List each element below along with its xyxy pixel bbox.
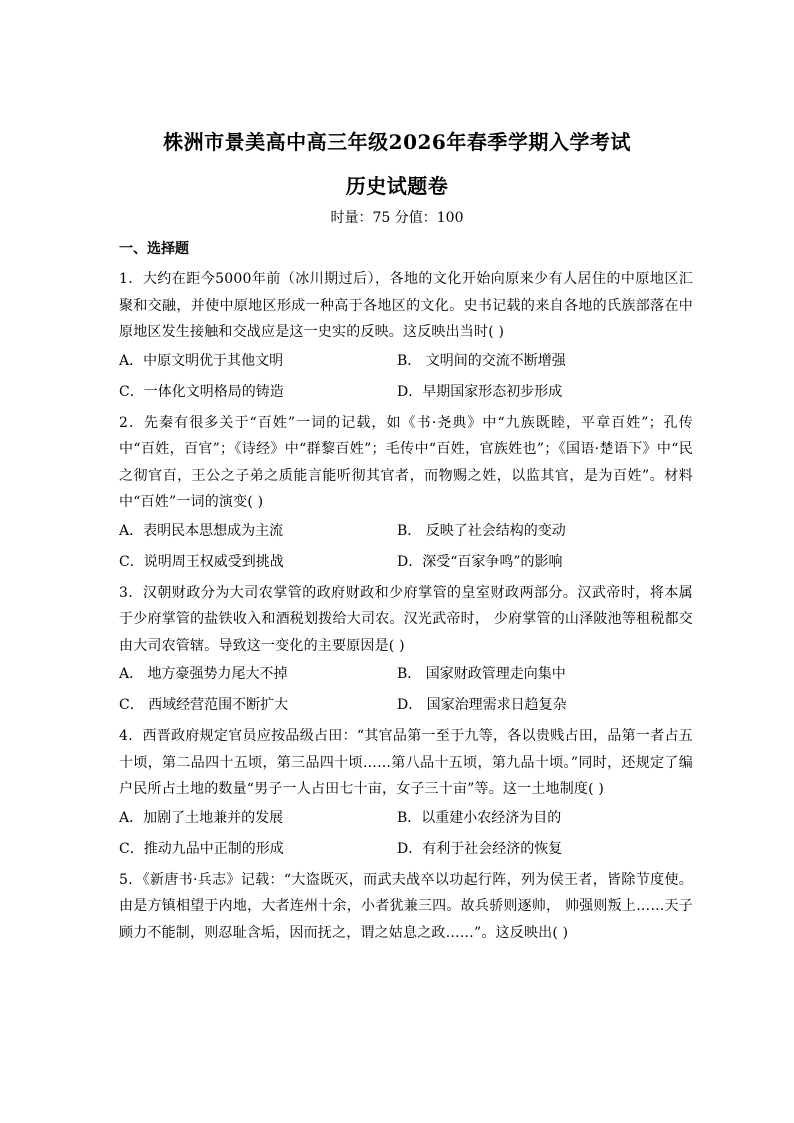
option-a: A．加剧了土地兼并的发展 [119,809,284,826]
exam-meta: 时量：75 分值：100 [330,210,464,226]
questions-list [119,266,693,946]
option-d: D． 国家治理需求日趋复杂 [397,697,567,713]
option-b: B． 文明间的交流不断增强 [397,352,566,369]
option-a: A．表明民本思想成为主流 [119,522,284,539]
option-b: B．以重建小农经济为目的 [397,809,562,826]
option-d: D．有利于社会经济的恢复 [397,840,563,857]
question-options [119,803,693,865]
question-item [119,410,693,578]
option-a: A．中原文明优于其他文明 [119,352,284,369]
question-options [119,659,693,721]
question-stem: 2．先秦有很多关于“百姓”一词的记载，如《书·尧典》中“九族既睦，平章百姓”；孔传中“百姓，百官”；《诗经》中“群黎百姓”；毛传中“百姓，官族姓也”；《国语·楚语下》中“民之彻官百，王公之子弟之质能言能听彻其官者，而物赐之姓，以监其官，是为百姓”。材料中“百姓”一词的演变( ) [119,414,693,510]
option-b: B． 反映了社会结构的变动 [397,522,566,539]
question-options [119,516,693,578]
option-c: C．说明周王权威受到挑战 [119,553,284,570]
question-item [119,867,693,947]
option-a: A． 地方豪强势力尾大不掉 [119,666,288,682]
question-options [119,346,693,408]
option-c: C．推动九品中正制的形成 [119,840,284,857]
option-c: C． 西域经营范围不断扩大 [119,697,289,713]
option-d: D．早期国家形态初步形成 [397,383,563,400]
exam-subtitle: 历史试题卷 [345,174,449,198]
question-item [119,266,693,408]
option-b: B． 国家财政管理走向集中 [397,666,566,682]
question-stem: 5．《新唐书·兵志》记载：“大盗既灭，而武夫战卒以功起行阵，列为侯王者，皆除节度使。由是方镇相望于内地，大者连州十余，小者犹兼三四。故兵骄则逐帅， 帅强则叛上……天子顾力不能制，则忍耻含垢，因而抚之，谓之姑息之政……”。这反映出( ) [119,871,693,941]
question-stem: 4．西晋政府规定官员应按品级占田：“其官品第一至于九等，各以贵贱占田，品第一者占五十顷，第二品四十五顷，第三品四十顷……第八品十五顷，第九品十顷。”同时，还规定了编户民所占土地的数量“男子一人占田七十亩，女子三十亩”等。这一土地制度( ) [119,728,693,797]
section-title: 一、选择题 [119,241,189,257]
question-stem: 1．大约在距今5000年前（冰川期过后），各地的文化开始向原来少有人居住的中原地区汇聚和交融，并使中原地区形成一种高于各地区的文化。史书记载的来自各地的氏族部落在中原地区发生接触和交战应是这一史实的反映。这反映出当时( ) [119,271,693,340]
option-c: C．一体化文明格局的铸造 [119,383,284,400]
question-item [119,723,693,865]
question-stem: 3．汉朝财政分为大司农掌管的政府财政和少府掌管的皇室财政两部分。汉武帝时，将本属于少府掌管的盐铁收入和酒税划拨给大司农。汉光武帝时， 少府掌管的山泽陂池等租税都交由大司农管辖。导致这一变化的主要原因是( ) [119,584,693,654]
exam-title: 株洲市景美高中高三年级2026年春季学期入学考试 [163,130,631,154]
option-d: D．深受“百家争鸣”的影响 [397,553,563,570]
question-item [119,580,693,722]
